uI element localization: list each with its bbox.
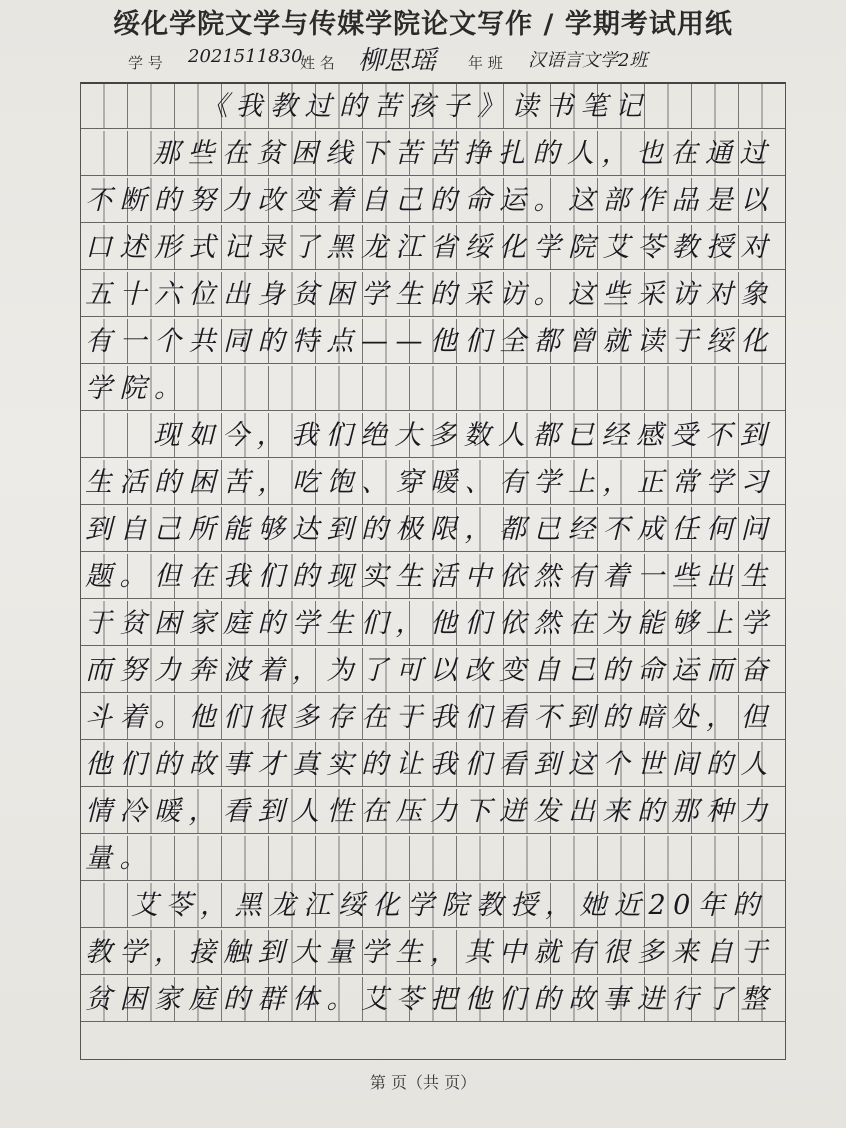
grid-row [81, 648, 785, 693]
grid-row [81, 507, 785, 552]
essay-line: 贫困家庭的群体。艾苓把他们的故事进行了整 [85, 984, 775, 1015]
grid-row [81, 883, 785, 928]
grid-row [81, 601, 785, 646]
grid-row [81, 789, 785, 834]
student-id-label: 学 号 [128, 54, 163, 72]
essay-line: 口述形式记录了黑龙江省绥化学院艾苓教授对 [85, 232, 775, 263]
class-label: 年 班 [468, 54, 503, 72]
essay-line: 题。但在我们的现实生活中依然有着一些出生 [85, 561, 775, 592]
essay-line: 不断的努力改变着自己的命运。这部作品是以 [85, 185, 775, 216]
grid-row [81, 977, 785, 1022]
grid-row [81, 366, 785, 411]
grid-row [81, 131, 785, 176]
essay-line: 斗着。他们很多存在于我们看不到的暗处，但 [85, 702, 775, 733]
essay-line: 于贫困家庭的学生们，他们依然在为能够上学 [85, 608, 775, 639]
essay-line: 有一个共同的特点——他们全都曾就读于绥化 [85, 326, 775, 357]
essay-line: 量。 [85, 843, 154, 874]
writing-grid [80, 82, 786, 1060]
page-title: 绥化学院文学与传媒学院论文写作 / 学期考试用纸 [113, 9, 733, 40]
grid-row [81, 836, 785, 881]
essay-line: 而努力奔波着，为了可以改变自己的命运而奋 [85, 655, 775, 686]
grid-row [81, 178, 785, 223]
grid-row [81, 930, 785, 975]
grid-row [81, 554, 785, 599]
essay-line: 到自己所能够达到的极限，都已经不成任何问 [85, 514, 775, 545]
essay-line: 那些在贫困线下苦苦挣扎的人，也在通过 [153, 138, 774, 169]
student-id-value: 2021511830 [188, 46, 303, 67]
essay-line: 生活的困苦，吃饱、穿暖、有学上，正常学习 [85, 467, 775, 498]
grid-row [81, 742, 785, 787]
grid-row [81, 460, 785, 505]
name-value: 柳思瑶 [358, 46, 437, 76]
grid-row [81, 272, 785, 317]
grid-row [81, 84, 785, 129]
grid-row [81, 413, 785, 458]
essay-line: 学院。 [85, 373, 189, 404]
name-label: 姓 名 [300, 54, 335, 72]
grid-row [81, 225, 785, 270]
page-footer: 第 页（共 页） [369, 1073, 477, 1092]
grid-row [81, 695, 785, 740]
essay-line: 教学，接触到大量学生，其中就有很多来自于 [85, 937, 775, 968]
essay-line: 艾苓，黑龙江绥化学院教授，她近20年的 [131, 890, 767, 921]
essay-line: 五十六位出身贫困学生的采访。这些采访对象 [85, 279, 775, 310]
student-info-row [128, 48, 728, 76]
essay-line: 情冷暖，看到人性在压力下迸发出来的那种力 [85, 796, 775, 827]
class-value: 汉语言文学2班 [528, 50, 648, 71]
essay-line: 他们的故事才真实的让我们看到这个世间的人 [85, 749, 775, 780]
essay-title-line: 《我教过的苦孩子》读书笔记 [201, 91, 650, 122]
grid-row [81, 319, 785, 364]
essay-line: 现如今，我们绝大多数人都已经感受不到 [153, 420, 774, 451]
